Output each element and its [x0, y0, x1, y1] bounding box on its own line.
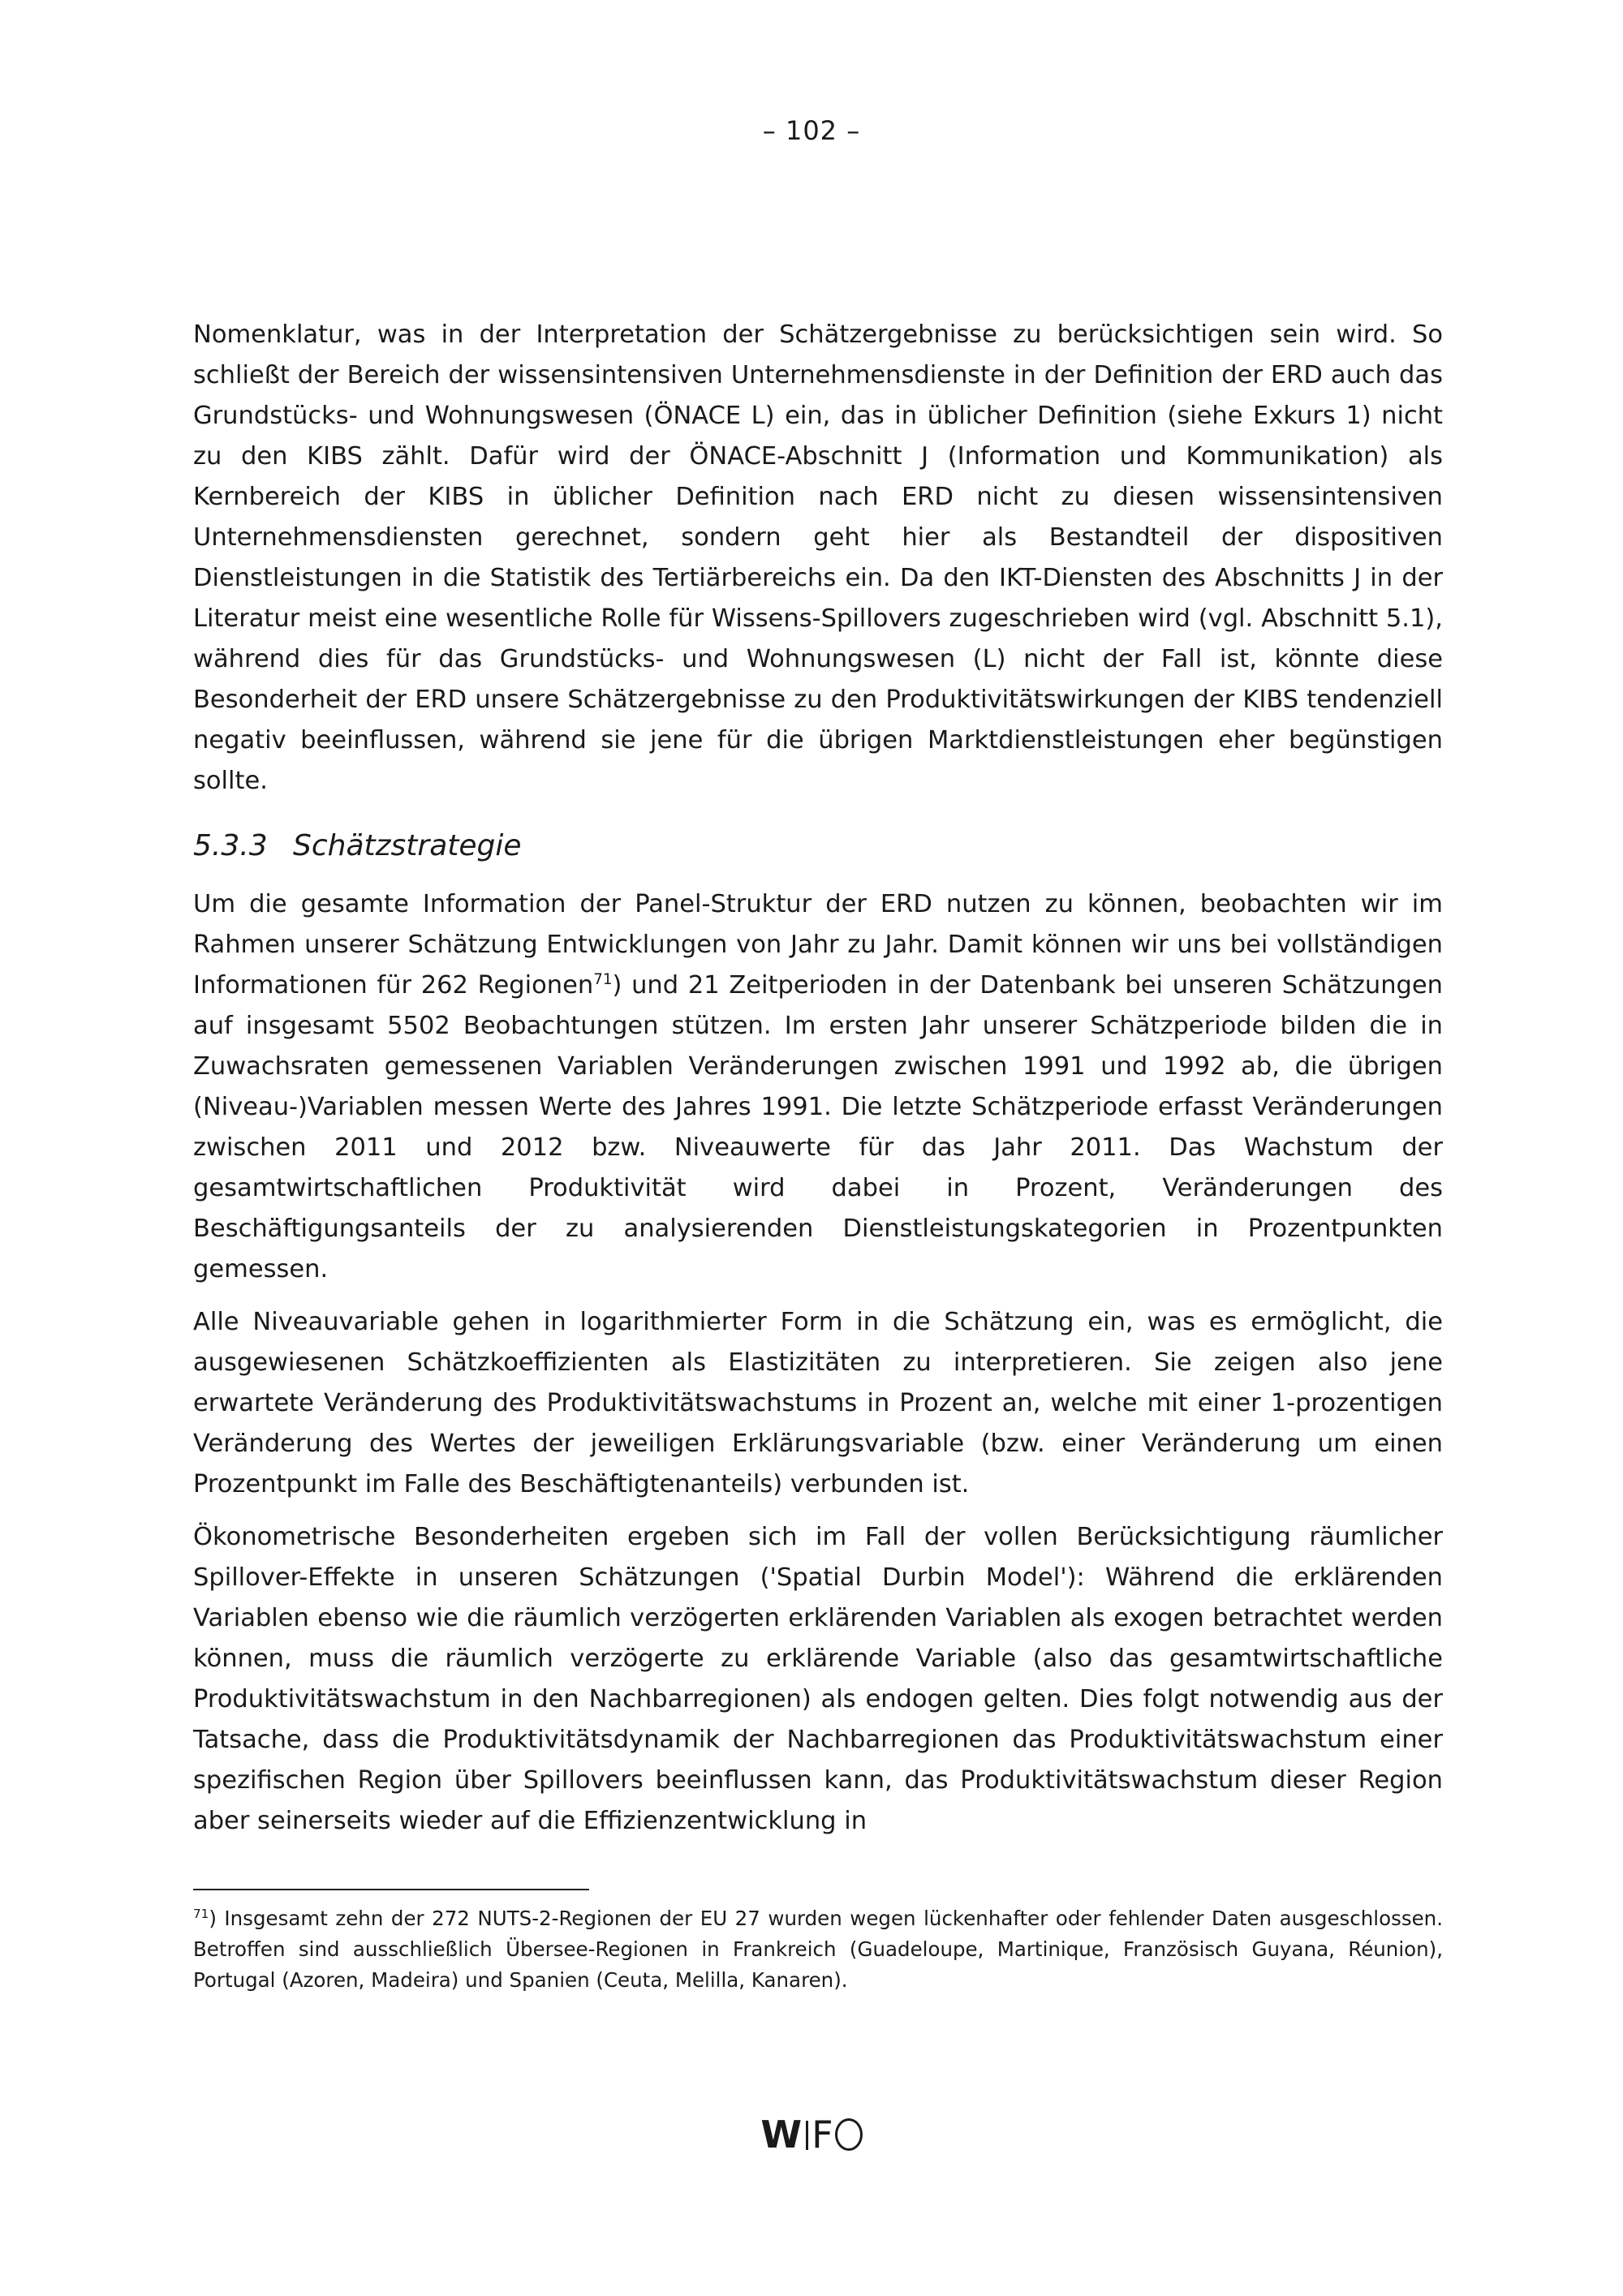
paragraph-panel-struktur	[193, 884, 1443, 1290]
paragraph-text-part2: ) und 21 Zeitperioden in der Datenbank bei unseren Schätzungen auf insgesamt 5502 Beobachtungen stützen. Im ersten Jahr unserer Schätzperiode bilden die in Zuwachsraten gemessenen Variablen Veränderungen zwischen 1991 und 1992 ab, die übrigen (Niveau-)Variablen messen Werte des Jahres 1991. Die letzte Schätzperiode erfasst Veränderungen zwischen 2011 und 2012 bzw. Niveauwerte für das Jahr 2011. Das Wachstum der gesamtwirtschaftlichen Produktivität wird dabei in Prozent, Veränderungen des Beschäftigungsanteils der zu analysierenden Dienstleistungskategorien in Prozentpunkten gemessen.	[193, 971, 1443, 1283]
paragraph-text-part1: Um die gesamte Information der Panel-Struktur der ERD nutzen zu können, beobachten wir im Rahmen unserer Schätzung Entwicklungen von Jahr zu Jahr. Damit können wir uns bei vollständigen Informationen für 262 Regionen	[193, 890, 1443, 1000]
page-number: – 102 –	[762, 115, 861, 146]
wifo-logo	[0, 2114, 1623, 2155]
paragraph-nomenklatur: Nomenklatur, was in der Interpretation der Schätzergebnisse zu berücksichtigen sein wird. So schließt der Bereich der wissensintensiven Unternehmensdienste in der Definition der ERD auch das Grundstücks- und Wohnungswesen (ÖNACE L) ein, das in üblicher Definition (siehe Exkurs 1) nicht zu den KIBS zählt. Dafür wird der ÖNACE-Abschnitt J (Information und Kommunikation) als Kernbereich der KIBS in üblicher Definition nach ERD nicht zu diesen wissensintensiven Unternehmensdiensten gerechnet, sondern geht hier als Bestandteil der dispositiven Dienstleistungen in die Statistik des Tertiärbereichs ein. Da den IKT-Diensten des Abschnitts J in der Literatur meist eine wesentliche Rolle für Wissens-Spillovers zugeschrieben wird (vgl. Abschnitt 5.1), während dies für das Grundstücks- und Wohnungswesen (L) nicht der Fall ist, könnte diese Besonderheit der ERD unsere Schätzergebnisse zu den Produktivitätswirkungen der KIBS tendenziell negativ beeinflussen, während sie jene für die übrigen Marktdienstleistungen eher begünstigen sollte.	[193, 320, 1443, 795]
footnote	[193, 1903, 1443, 1996]
logo-letter-f: F	[812, 2113, 833, 2156]
footnote-divider	[193, 1889, 589, 1890]
footnote-marker: 71	[193, 1906, 209, 1921]
logo-letter-w: W	[760, 2113, 802, 2156]
paragraph-niveauvariable: Alle Niveauvariable gehen in logarithmierter Form in die Schätzung ein, was es ermöglicht, die ausgewiesenen Schätzkoeffizienten als Elastizitäten zu interpretieren. Sie zeigen also jene erwartete Veränderung des Produktivitätswachstums in Prozent an, welche mit einer 1-prozentigen Veränderung des Wertes der jeweiligen Erklärungsvariable (bzw. einer Veränderung um einen Prozentpunkt im Falle des Beschäftigtenanteils) verbunden ist.	[193, 1308, 1443, 1498]
logo-ring-o	[835, 2118, 863, 2151]
footnote-text: ) Insgesamt zehn der 272 NUTS-2-Regionen der EU 27 wurden wegen lückenhafter oder fehlender Daten ausgeschlossen. Betroffen sind ausschließlich Übersee-Regionen in Frankreich (Guadeloupe, Martinique, Französisch Guyana, Réunion), Portugal (Azoren, Madeira) und Spanien (Ceuta, Melilla, Kanaren).	[193, 1907, 1443, 1992]
section-number: 5.3.3	[193, 829, 268, 862]
logo-bar	[806, 2121, 808, 2150]
section-title: Schätzstrategie	[293, 829, 522, 862]
section-heading	[193, 826, 1443, 866]
main-content	[193, 315, 1443, 1842]
paragraph-oekonometrie: Ökonometrische Besonderheiten ergeben sich im Fall der vollen Berücksichtigung räumlicher Spillover-Effekte in unseren Schätzungen ('Spatial Durbin Model'): Während die erklärenden Variablen ebenso wie die räumlich verzögerten erklärenden Variablen als exogen betrachtet werden können, muss die räumlich verzögerte zu erklärende Variable (also das gesamtwirtschaftliche Produktivitätswachstum in den Nachbarregionen) als endogen gelten. Dies folgt notwendig aus der Tatsache, dass die Produktivitätsdynamik der Nachbarregionen das Produktivitätswachstum einer spezifischen Region über Spillovers beeinflussen kann, das Produktivitätswachstum dieser Region aber seinerseits wieder auf die Effizienzentwicklung in	[193, 1523, 1443, 1835]
footnote-reference[interactable]: 71	[593, 970, 613, 988]
